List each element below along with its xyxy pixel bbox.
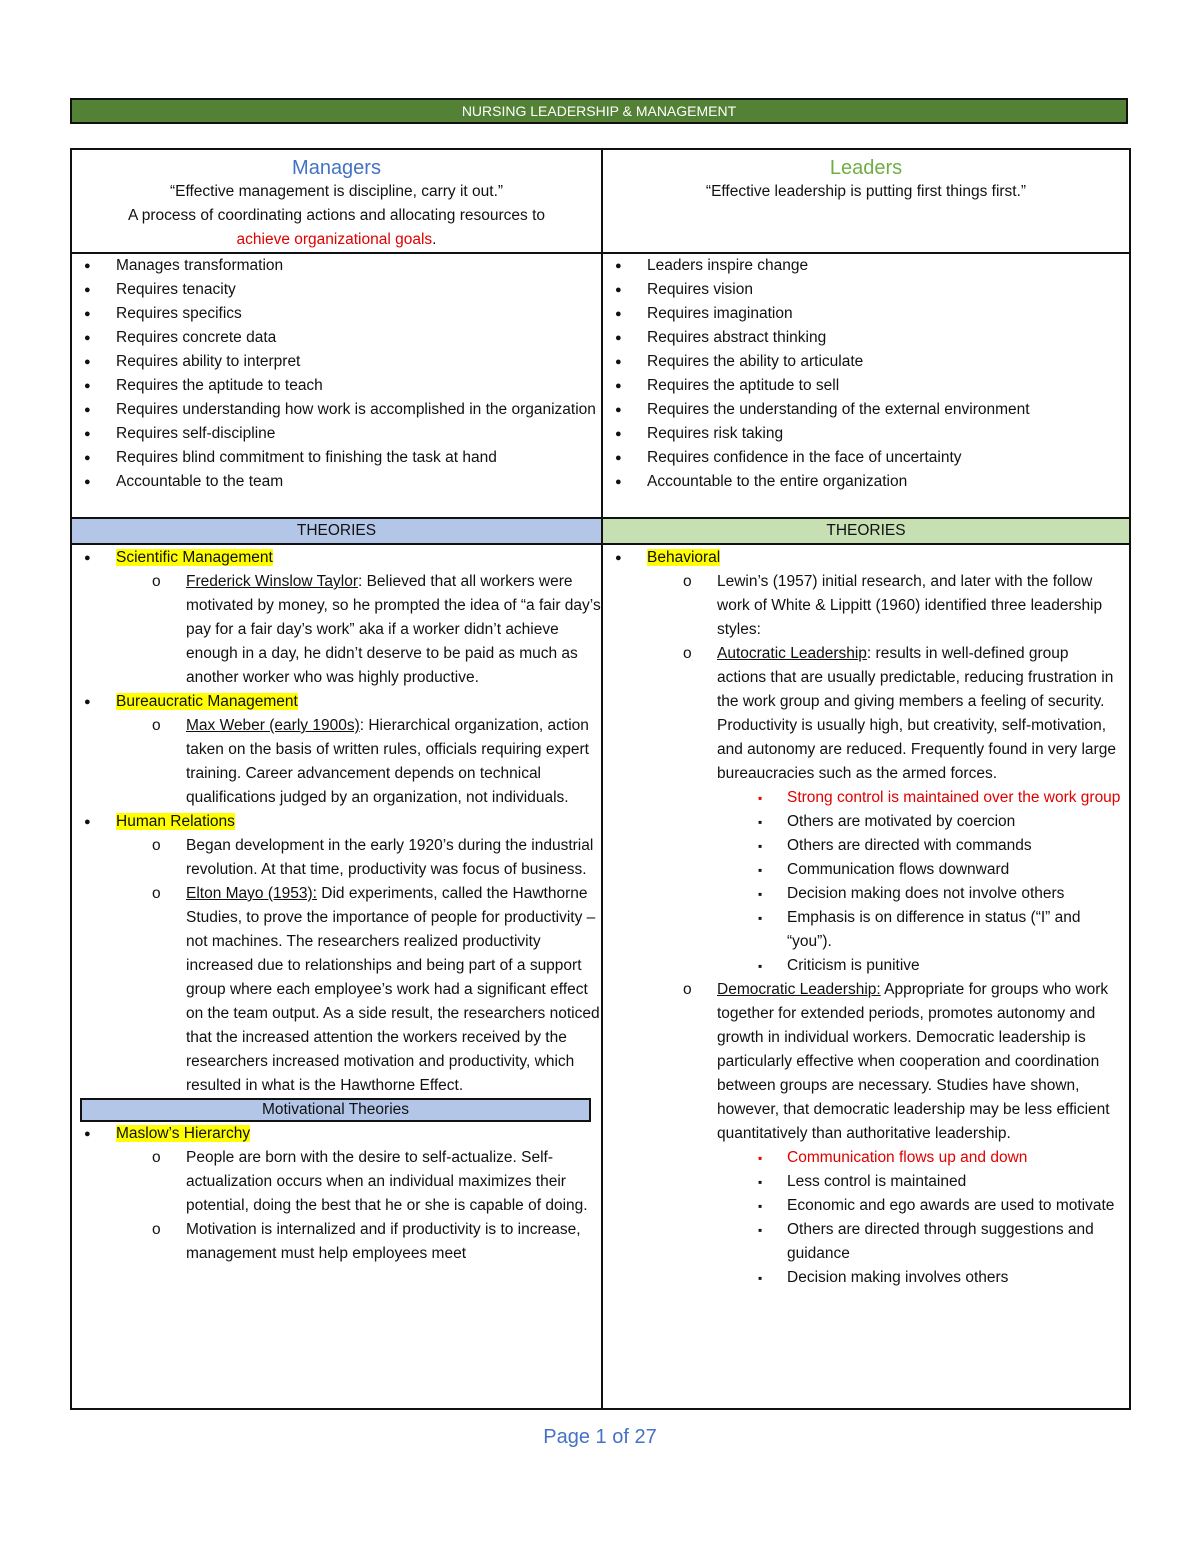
list-item: ● Requires confidence in the face of uncertainty	[603, 446, 1129, 470]
managers-definition-period: .	[432, 231, 437, 248]
managers-header	[72, 150, 601, 252]
list-item: ● Leaders inspire change	[603, 254, 1129, 278]
managers-list-cell	[72, 254, 601, 494]
style-name: Democratic Leadership:	[717, 981, 881, 998]
style-point: ▪ Communication flows up and down	[603, 1146, 1121, 1170]
theory-name: Maslow’s Hierarchy	[116, 1125, 251, 1142]
list-item: ● Accountable to the team	[72, 470, 601, 494]
theory-person: Elton Mayo (1953):	[186, 885, 317, 902]
style-point: ▪ Strong control is maintained over the work group	[603, 786, 1121, 810]
list-item: ● Requires the ability to articulate	[603, 350, 1129, 374]
managers-quote: “Effective management is discipline, carry it out.”	[169, 183, 504, 200]
style-point: ▪ Others are directed through suggestions and guidance	[603, 1218, 1121, 1266]
style-point: ▪ Criticism is punitive	[603, 954, 1121, 978]
motivational-theories-label: Motivational Theories	[261, 1101, 410, 1118]
list-item: ● Requires abstract thinking	[603, 326, 1129, 350]
theory-point: o People are born with the desire to self-actualize. Self-actualization occurs when an individual maximizes their potential, doing the best that he or she is capable of doing.	[72, 1146, 601, 1218]
theory-point	[72, 882, 601, 1098]
page-number: Page 1 of 27	[543, 1426, 657, 1448]
list-item: ● Requires imagination	[603, 302, 1129, 326]
style-point: ▪ Emphasis is on difference in status (“I” and “you”).	[603, 906, 1121, 954]
theory-scientific	[72, 546, 601, 570]
theory-name: Human Relations	[116, 813, 235, 830]
management-theories	[72, 546, 601, 1266]
list-item: ● Requires self-discipline	[72, 422, 601, 446]
list-item: ● Requires the aptitude to teach	[72, 374, 601, 398]
theory-bureaucratic	[72, 690, 601, 714]
comparison-table	[70, 148, 1131, 1410]
leaders-header	[603, 150, 1129, 252]
theory-point	[72, 714, 601, 810]
theory-text: Did experiments, called the Hawthorne Studies, to prove the importance of people for productivity – not machines. The researchers realized productivity increased due to relationships and being part of a support group where each employee’s work had a significant effect on the team output. As a side result, the researchers noticed that the increased attention the workers received by the researchers increased motivation and productivity, which resulted in what is the Hawthorne Effect.	[186, 885, 600, 1094]
leaders-list	[603, 254, 1129, 494]
style-point: ▪ Others are motivated by coercion	[603, 810, 1121, 834]
list-item: ● Requires the understanding of the external environment	[603, 398, 1129, 422]
managers-definition-text: A process of coordinating actions and allocating resources to	[127, 207, 546, 224]
theories-row-rule	[72, 543, 1129, 545]
managers-definition	[72, 204, 601, 252]
theory-maslow	[72, 1122, 601, 1146]
theory-point	[603, 978, 1121, 1146]
style-point: ▪ Decision making does not involve others	[603, 882, 1121, 906]
document-title-bar	[70, 98, 1128, 124]
managers-definition-emphasis: achieve organizational goals	[236, 231, 433, 248]
list-item: ● Requires the aptitude to sell	[603, 374, 1129, 398]
list-item: ● Requires specifics	[72, 302, 601, 326]
leadership-theories	[603, 546, 1121, 1290]
leaders-list-cell	[603, 254, 1129, 494]
theory-behavioral	[603, 546, 1121, 570]
style-point: ▪ Decision making involves others	[603, 1266, 1121, 1290]
document-title: NURSING LEADERSHIP & MANAGEMENT	[461, 103, 737, 119]
list-item: ● Requires tenacity	[72, 278, 601, 302]
list-item: ● Requires risk taking	[603, 422, 1129, 446]
style-text: : results in well-defined group actions that are usually predictable, reducing frustration in the work group and giving members a feeling of security. Productivity is usually high, but creativity, self-motivation, and autonomy are reduced. Frequently found in very large bureaucracies such as the armed forces.	[717, 645, 1116, 782]
theory-text: : Hierarchical organization, action taken on the basis of written rules, officials requiring expert training. Career advancement depends on technical qualifications judged by an organization, not individuals.	[186, 717, 589, 806]
theory-point	[72, 570, 601, 690]
list-item: ● Requires ability to interpret	[72, 350, 601, 374]
leaders-title: Leaders	[829, 157, 903, 179]
style-text: Appropriate for groups who work together for extended periods, promotes autonomy and growth in individual workers. Democratic leadership is particularly effective when cooperation and coordination between groups are necessary. Studies have shown, however, that democratic leadership may be less efficient quantitatively than authoritative leadership.	[717, 981, 1110, 1142]
theory-human-relations	[72, 810, 601, 834]
theory-point: o Motivation is internalized and if productivity is to increase, management must help employees meet	[72, 1218, 601, 1266]
list-item: ● Requires understanding how work is accomplished in the organization	[72, 398, 601, 422]
theory-point	[603, 642, 1121, 786]
leaders-theories-band	[603, 519, 1129, 543]
list-item: ● Manages transformation	[72, 254, 601, 278]
theory-person: Frederick Winslow Taylor	[186, 573, 358, 590]
leaders-quote: “Effective leadership is putting first things first.”	[705, 183, 1027, 200]
managers-theories-band	[72, 519, 601, 543]
motivational-theories-band	[80, 1098, 591, 1122]
list-item: ● Accountable to the entire organization	[603, 470, 1129, 494]
theory-name: Bureaucratic Management	[116, 693, 298, 710]
theory-text: : Believed that all workers were motivated by money, so he prompted the idea of “a fair day’s pay for a fair day’s work” aka if a worker didn’t achieve enough in a day, he didn’t deserve to be paid as much as another worker who was highly productive.	[186, 573, 601, 686]
style-point: ▪ Economic and ego awards are used to motivate	[603, 1194, 1121, 1218]
theory-person: Max Weber (early 1900s)	[186, 717, 360, 734]
managers-list	[72, 254, 601, 494]
theory-point: o Lewin’s (1957) initial research, and later with the follow work of White & Lippitt (1960) identified three leadership styles:	[603, 570, 1121, 642]
managers-title: Managers	[292, 157, 381, 179]
style-name: Autocratic Leadership	[717, 645, 867, 662]
theory-name: Scientific Management	[116, 549, 273, 566]
theory-name: Behavioral	[647, 549, 721, 566]
managers-theories-label: THEORIES	[296, 522, 377, 539]
list-item: ● Requires vision	[603, 278, 1129, 302]
style-point: ▪ Communication flows downward	[603, 858, 1121, 882]
style-point: ▪ Less control is maintained	[603, 1170, 1121, 1194]
leaders-theories-label: THEORIES	[826, 522, 906, 539]
style-point: ▪ Others are directed with commands	[603, 834, 1121, 858]
list-item: ● Requires blind commitment to finishing the task at hand	[72, 446, 601, 470]
list-item: ● Requires concrete data	[72, 326, 601, 350]
theory-point: o Began development in the early 1920’s during the industrial revolution. At that time, productivity was focus of business.	[72, 834, 601, 882]
